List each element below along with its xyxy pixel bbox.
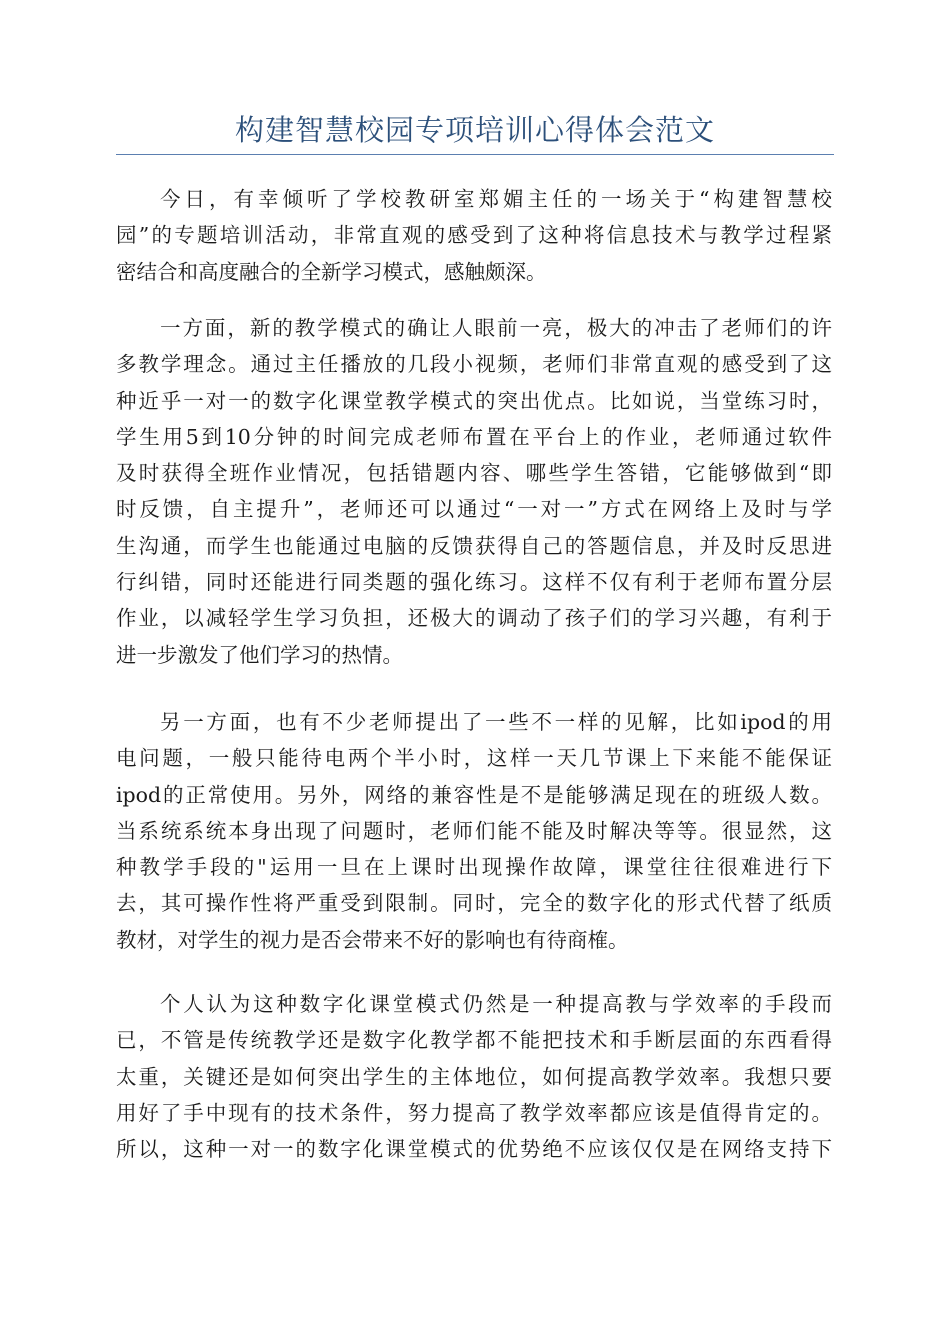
paragraph-line: 电问题，一般只能待电两个半小时，这样一天几节课上下来能不能保证	[116, 746, 832, 771]
paragraph-line: 园”的专题培训活动，非常直观的感受到了这种将信息技术与教学过程紧	[116, 223, 832, 248]
paragraph-line: 种近乎一对一的数字化课堂教学模式的突出优点。比如说，当堂练习时，	[116, 388, 832, 413]
paragraph-line: 生沟通，而学生也能通过电脑的反馈获得自己的答题信息，并及时反思进	[116, 533, 832, 558]
paragraph-line: 已，不管是传统教学还是数字化教学都不能把技术和手断层面的东西看得	[116, 1028, 832, 1053]
document-title: 构建智慧校园专项培训心得体会范文	[234, 113, 715, 147]
paragraph-1	[116, 181, 832, 290]
paragraph-4	[116, 986, 832, 1167]
paragraph-line: 作业，以减轻学生学习负担，还极大的调动了孩子们的学习兴趣，有利于	[116, 606, 832, 631]
paragraph-line: 及时获得全班作业情况，包括错题内容、哪些学生答错，它能够做到“即	[116, 461, 832, 486]
paragraph-line: 时反馈，自主提升”，老师还可以通过“一对一”方式在网络上及时与学	[116, 497, 832, 522]
paragraph-line: 太重，关键还是如何突出学生的主体地位，如何提高教学效率。我想只要	[116, 1064, 832, 1089]
paragraph-line: 多教学理念。通过主任播放的几段小视频，老师们非常直观的感受到了这	[116, 352, 832, 377]
title-underline	[116, 154, 834, 155]
paragraph-line: 学生用5到10分钟的时间完成老师布置在平台上的作业，老师通过软件	[116, 424, 832, 449]
paragraph-line: 所以，这种一对一的数字化课堂模式的优势绝不应该仅仅是在网络支持下	[116, 1137, 832, 1162]
paragraph-line: 另一方面，也有不少老师提出了一些不一样的见解，比如ipod的用	[160, 710, 832, 734]
paragraph-line: ipod的正常使用。另外，网络的兼容性是不是能够满足现在的班级人数。	[116, 782, 832, 807]
paragraph-line: 一方面，新的教学模式的确让人眼前一亮，极大的冲击了老师们的许	[160, 316, 832, 340]
paragraph-line: 去，其可操作性将严重受到限制。同时，完全的数字化的形式代替了纸质	[116, 891, 832, 916]
paragraph-line: 今日，有幸倾听了学校教研室郑媚主任的一场关于“构建智慧校	[160, 187, 832, 211]
paragraph-3	[116, 704, 832, 958]
paragraph-line: 当系统系统本身出现了问题时，老师们能不能及时解决等等。很显然，这	[116, 818, 832, 843]
paragraph-line: 行纠错，同时还能进行同类题的强化练习。这样不仅有利于老师布置分层	[116, 570, 832, 595]
paragraph-line: 用好了手中现有的技术条件，努力提高了教学效率都应该是值得肯定的。	[116, 1100, 832, 1125]
paragraph-line: 种教学手段的"运用一旦在上课时出现操作故障，课堂往往很难进行下	[116, 855, 832, 880]
paragraph-line: 教材，对学生的视力是否会带来不好的影响也有待商榷。	[116, 927, 629, 952]
paragraph-line: 个人认为这种数字化课堂模式仍然是一种提高教与学效率的手段而	[160, 992, 832, 1016]
paragraph-2	[116, 310, 832, 673]
paragraph-line: 进一步激发了他们学习的热情。	[116, 642, 403, 667]
paragraph-line: 密结合和高度融合的全新学习模式，感触颇深。	[116, 259, 547, 284]
